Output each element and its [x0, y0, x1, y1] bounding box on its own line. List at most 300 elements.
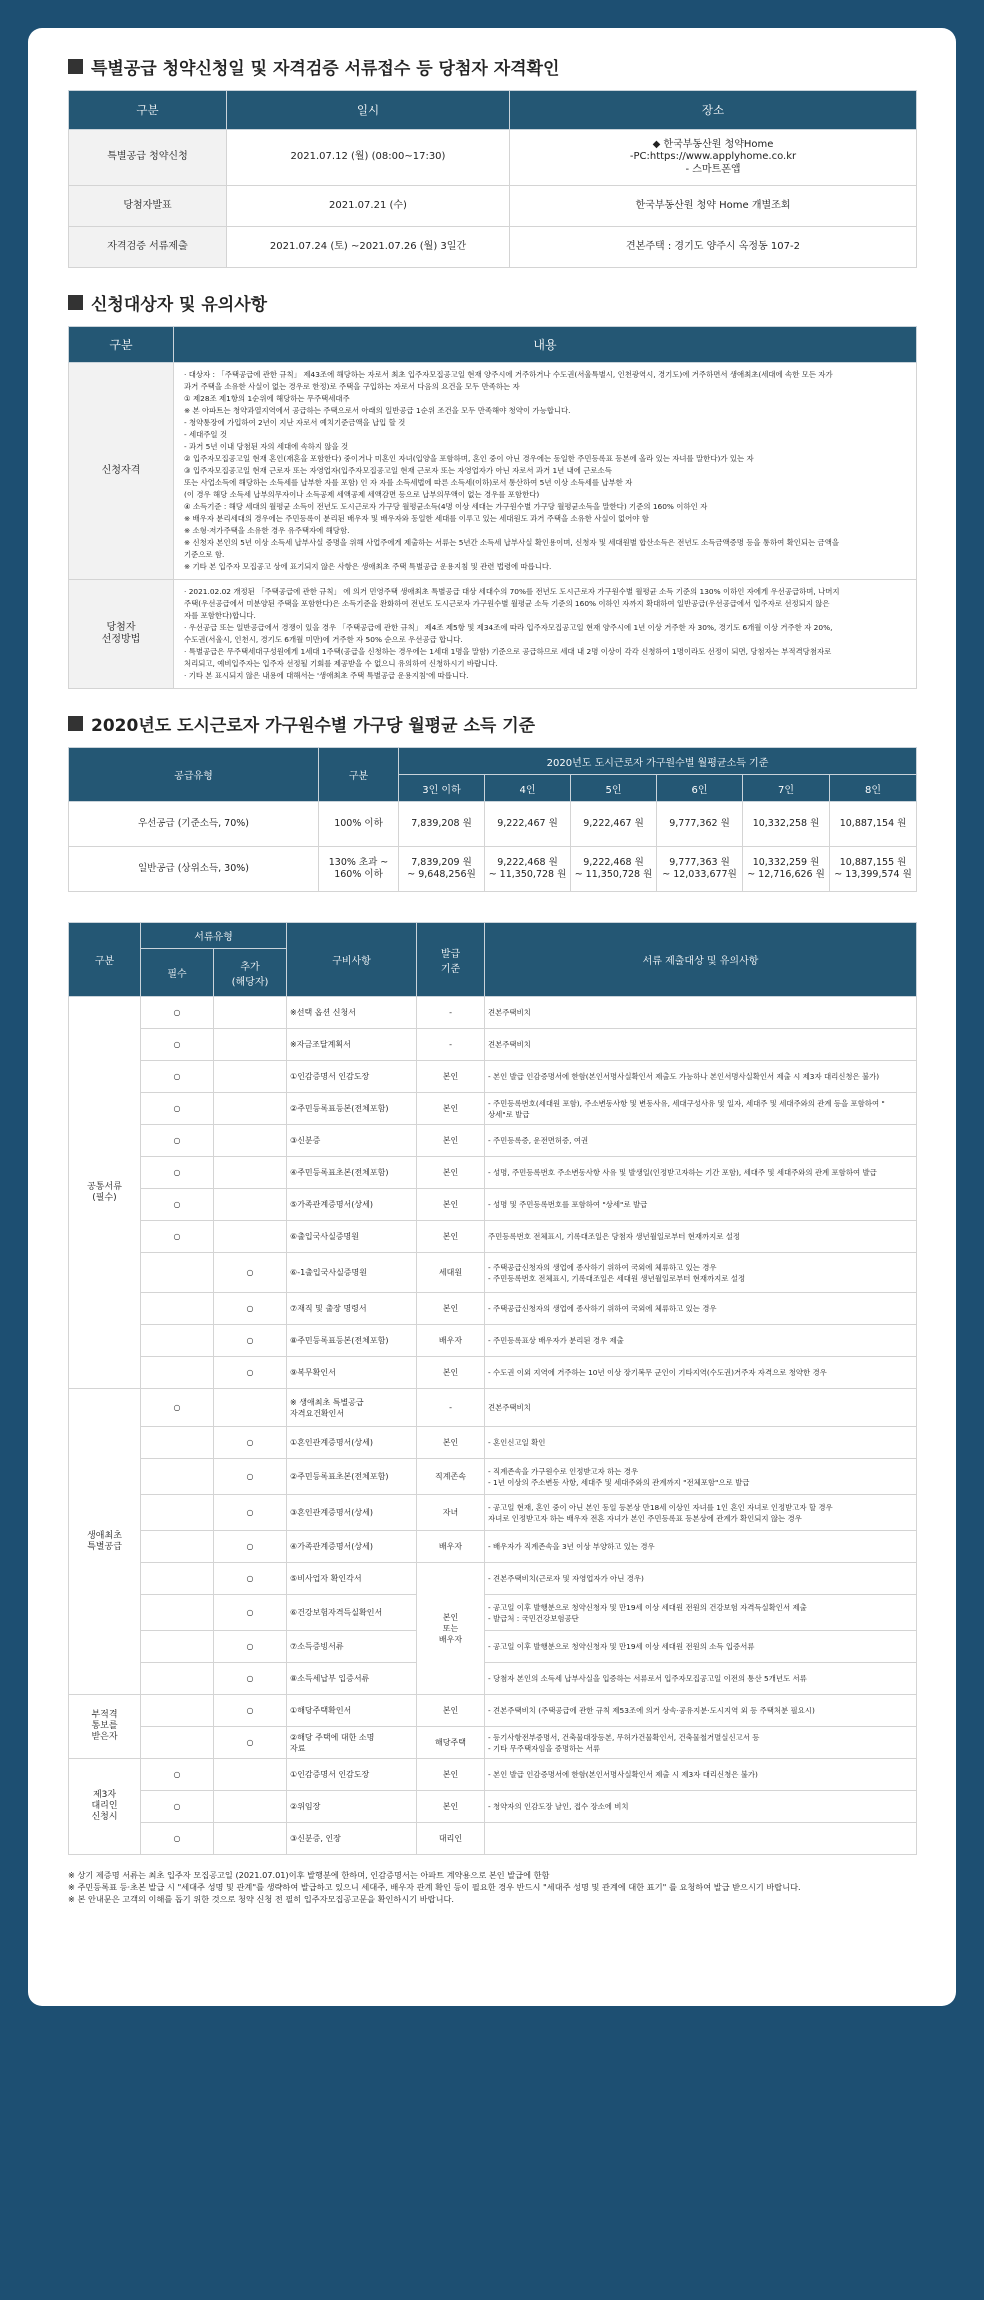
document-note: [485, 1531, 917, 1563]
document-name: [287, 1695, 417, 1727]
row-date: 2021.07.21 (수): [227, 186, 510, 227]
text-line: ⑦재직 및 출장 명령서: [290, 1304, 367, 1313]
additional-mark: [214, 1029, 287, 1061]
document-note: [485, 1459, 917, 1495]
text-line: · 기타 본 표시되지 않은 내용에 대해서는 '생애최초 주택 특별공급 운용지침'에 따릅니다.: [184, 671, 469, 680]
text-line: ※ 본 아파트는 청약과열지역에서 공급하는 주택으로서 아래의 일반공급 1순위 조건을 모두 만족해야 청약이 가능합니다.: [184, 406, 571, 415]
table-row: [69, 1293, 917, 1325]
document-note: [485, 1427, 917, 1459]
text-line: 10,332,258 원: [752, 818, 820, 830]
row-place: 한국부동산원 청약 Home 개별조회: [510, 186, 917, 227]
col-header: 내용: [174, 327, 917, 363]
text-line: - 공고일 현재, 혼인 중이 아닌 본인 동일 등본상 만18세 이상인 자녀를 1인 혼인 자녀로 인정받고자 할 경우: [488, 1502, 833, 1512]
col-header: 6인: [657, 775, 743, 802]
table-row: [69, 1695, 917, 1727]
required-mark: ○: [141, 1791, 214, 1823]
text-line: - 본인 발급 인감증명서에 한함(본인서명사실확인서 제출 시 제3자 대리신청은 불가): [488, 1770, 758, 1779]
table-row: [69, 1427, 917, 1459]
text-line: 자격요건확인서: [290, 1408, 345, 1418]
required-mark: ○: [141, 997, 214, 1029]
table-row: [69, 1221, 917, 1253]
eligibility-table: [68, 326, 917, 689]
text-line: 9,222,468 원: [583, 857, 644, 869]
row-label: 신청자격: [69, 363, 174, 580]
required-mark: [141, 1595, 214, 1631]
supply-type: 일반공급 (상위소득, 30%): [69, 847, 319, 892]
text-line: ※ 본 안내문은 고객의 이해를 돕기 위한 것으로 청약 신청 전 필히 입주자모집공고문을 확인하시기 바랍니다.: [68, 1894, 454, 1904]
issue-basis: 해당주택: [417, 1727, 485, 1759]
text-line: 견본주택비치: [488, 1040, 531, 1049]
income-value: [571, 847, 657, 892]
text-line: ③ 입주자모집공고일 현재 근로자 또는 자영업자(입주자모집공고일 현재 근로자 또는 자영업자가 아닌 자로서 과거 1년 내에 근로소득: [184, 466, 612, 475]
issue-basis: 세대원: [417, 1253, 485, 1293]
income-value: [399, 847, 485, 892]
required-mark: [141, 1357, 214, 1389]
document-note: [485, 1563, 917, 1595]
issue-basis: 본인: [417, 1293, 485, 1325]
document-note: [485, 1221, 917, 1253]
table-row: [69, 1663, 917, 1695]
document-name: [287, 1061, 417, 1093]
text-line: 처리되고, 예비입주자는 입주자 선정될 기회를 제공받을 수 없으니 유의하여 신청하시기 바랍니다.: [184, 659, 498, 668]
text-line: - 주민등록번호(세대원 포함), 주소변동사항 및 변동사유, 세대구성사유 및 일자, 세대주 및 세대주와의 관계 등을 포함하여 ": [488, 1098, 885, 1108]
text-line: - 당첨자 본인의 소득세 납부사실을 입증하는 서류로서 입주자모집공고일 이전의 통산 5개년도 서류: [488, 1674, 807, 1683]
col-header: 필수: [141, 949, 214, 997]
text-line: ~ 12,716,626 원: [747, 869, 825, 880]
text-line: ②주민등록표초본(전체포함): [290, 1472, 389, 1481]
document-note: [485, 1389, 917, 1427]
text-line: - 주택공급신청자의 생업에 종사하기 위하여 국외에 체류하고 있는 경우: [488, 1304, 717, 1313]
row-label: 당첨자 선정방법: [69, 580, 174, 689]
text-line: ①혼인관계증명서(상세): [290, 1438, 373, 1447]
text-line: 160% 이하: [334, 869, 383, 880]
issue-basis: 본인: [417, 1125, 485, 1157]
document-name: [287, 1125, 417, 1157]
text-line: 과거 주택을 소유한 사실이 없는 경우로 한정)로 주택을 구입하는 자로서 다음의 요건을 모두 만족하는 자: [184, 382, 520, 391]
table-row: [69, 186, 917, 227]
required-mark: ○: [141, 1061, 214, 1093]
col-header: 일시: [227, 91, 510, 130]
additional-mark: [214, 1823, 287, 1855]
group-label: [69, 997, 141, 1389]
additional-mark: [214, 1221, 287, 1253]
text-line: 자녀로 인정받고자 하는 배우자 전혼 자녀가 본인 주민등록표 등본상에 관계가 확인되지 않는 경우: [488, 1513, 802, 1523]
required-mark: ○: [141, 1029, 214, 1061]
issue-basis: 본인: [417, 1093, 485, 1125]
col-header: 2020년도 도시근로자 가구원수별 월평균소득 기준: [399, 748, 917, 775]
table-row: [69, 580, 917, 689]
additional-mark: [214, 1791, 287, 1823]
text-line: ⑤비사업자 확인각서: [290, 1574, 362, 1583]
document-name: [287, 1495, 417, 1531]
document-note: [485, 1093, 917, 1125]
document-note: [485, 1157, 917, 1189]
text-line: - 공고일 이후 발행분으로 청약신청자 및 만19세 이상 세대원 전원의 건강보험 자격득실확인서 제출: [488, 1602, 807, 1612]
document-name: [287, 997, 417, 1029]
text-line: 자를 포함한다)합니다.: [184, 611, 256, 620]
income-value: [657, 847, 743, 892]
additional-mark: ○: [214, 1695, 287, 1727]
document-name: [287, 1663, 417, 1695]
table-row: [69, 1253, 917, 1293]
additional-mark: [214, 1389, 287, 1427]
table-row: [69, 363, 917, 580]
document-note: [485, 1029, 917, 1061]
required-mark: [141, 1631, 214, 1663]
text-line: - 배우자가 직계존속을 3년 이상 부양하고 있는 경우: [488, 1542, 655, 1551]
required-mark: ○: [141, 1759, 214, 1791]
group-label: [69, 1389, 141, 1695]
required-mark: ○: [141, 1189, 214, 1221]
table-row: [69, 227, 917, 268]
text-line: 130% 초과 ~: [328, 857, 389, 869]
text-line: ~ 11,350,728 원: [574, 869, 653, 880]
text-line: 특별공급: [87, 1541, 122, 1552]
text-line: 배우자: [438, 1635, 463, 1644]
income-value: [485, 847, 571, 892]
text-line: ③신분증: [290, 1136, 321, 1145]
text-line: 9,222,467 원: [497, 818, 558, 830]
text-line: 수도권(서울시, 인천시, 경기도 6개월 미만)에 거주한 자 50% 순으로 우선공급 합니다.: [184, 635, 463, 644]
required-mark: ○: [141, 1221, 214, 1253]
document-name: [287, 1727, 417, 1759]
text-line: - 주택공급신청자의 생업에 종사하기 위하여 국외에 체류하고 있는 경우: [488, 1262, 717, 1272]
text-line: - 성명, 주민등록번호 주소변동사항 사유 및 발생일(인정받고자하는 기간 포함), 세대주 및 세대주와의 관계 포함하여 발급: [488, 1168, 877, 1177]
section1-title: 특별공급 청약신청일 및 자격검증 서류접수 등 당첨자 자격확인: [68, 54, 916, 78]
additional-mark: ○: [214, 1253, 287, 1293]
additional-mark: [214, 1125, 287, 1157]
text-line: 견본주택비치: [488, 1403, 531, 1412]
additional-mark: [214, 1157, 287, 1189]
additional-mark: [214, 1759, 287, 1791]
col-header: 발급 기준: [417, 923, 485, 997]
col-header: 3인 이하: [399, 775, 485, 802]
text-line: 7,839,209 원: [411, 857, 472, 869]
document-note: [485, 1293, 917, 1325]
text-line: 10,887,154 원: [839, 818, 907, 830]
text-line: ⑤가족관계증명서(상세): [290, 1200, 373, 1209]
text-line: ⑨복무확인서: [290, 1368, 336, 1377]
additional-mark: ○: [214, 1727, 287, 1759]
text-line: ③혼인관계증명서(상세): [290, 1508, 373, 1517]
income-value: [830, 847, 917, 892]
document-name: [287, 1189, 417, 1221]
text-line: ④ 소득기준 : 해당 세대의 월평균 소득이 전년도 도시근로자 가구당 월평균소득(4명 이상 세대는 가구원수별 가구당 월평균소득을 말한다) 기준의 160% 이하인 자: [184, 502, 708, 511]
text-line: 9,222,468 원: [497, 857, 558, 869]
required-mark: [141, 1459, 214, 1495]
table-row: [69, 802, 917, 847]
group-label: [69, 1759, 141, 1855]
required-mark: [141, 1495, 214, 1531]
table-row: [69, 1189, 917, 1221]
text-line: · 특별공급은 무주택세대구성원에게 1세대 1주택(공급을 신청하는 경우에는 1세대 1명을 말함) 기준으로 공급하므로 세대 내 2명 이상이 각각 신청하여 1명이라도 선정이 되면, 당첨자는 부적격당첨자로: [184, 647, 832, 656]
text-line: 견본주택비치: [488, 1008, 531, 1017]
col-header: 구분: [319, 748, 399, 802]
text-line: ~ 9,648,256원: [407, 869, 476, 880]
issue-basis: -: [417, 1029, 485, 1061]
required-mark: ○: [141, 1125, 214, 1157]
text-line: - 공고일 이후 발행분으로 청약신청자 및 만19세 이상 세대원 전원의 소득 입증서류: [488, 1642, 755, 1651]
table-row: [69, 1727, 917, 1759]
text-line: ④가족관계증명서(상세): [290, 1542, 373, 1551]
col-header: 서류 제출대상 및 유의사항: [485, 923, 917, 997]
additional-mark: ○: [214, 1595, 287, 1631]
text-line: - 성명 및 주민등록번호를 포함하여 "상세"로 발급: [488, 1200, 648, 1209]
table-row: [69, 1061, 917, 1093]
table-row: [69, 1325, 917, 1357]
text-line: 받은자: [91, 1732, 118, 1742]
required-mark: [141, 1663, 214, 1695]
col-header: 서류유형: [141, 923, 287, 949]
text-line: ⑥-1출입국사실증명원: [290, 1268, 367, 1277]
text-line: ~ 11,350,728 원: [488, 869, 567, 880]
table-row: [69, 1791, 917, 1823]
text-line: ~ 12,033,677원: [662, 869, 737, 880]
text-line: (필수): [92, 1192, 117, 1203]
required-mark: [141, 1727, 214, 1759]
text-line: 기준으로 함.: [184, 550, 225, 559]
document-name: [287, 1293, 417, 1325]
text-line: - 발급처 : 국민건강보험공단: [488, 1613, 579, 1623]
text-line: 통보를: [91, 1721, 118, 1731]
text-line: - 1년 이상의 주소변동 사항, 세대주 및 세대주와의 관계까지 "전체포함"으로 발급: [488, 1477, 750, 1487]
document-note: [485, 1061, 917, 1093]
text-line: - 견본주택비치(근로자 및 자영업자가 아닌 경우): [488, 1574, 644, 1583]
text-line: - 청약자의 인감도장 날인, 접수 장소에 비치: [488, 1802, 629, 1811]
text-line: ②해당 주택에 대한 소명: [290, 1732, 375, 1742]
text-line: - 견본주택비치 (주택공급에 관한 규칙 제53조에 의거 상속·공유지분·도시지역 외 등 주택처분 필요시): [488, 1706, 815, 1715]
text-line: 자료: [290, 1743, 306, 1753]
col-header: 추가 (해당자): [214, 949, 287, 997]
document-name: [287, 1253, 417, 1293]
document-note: [485, 1357, 917, 1389]
text-line: ※ 주민등록표 등·초본 발급 시 "세대주 성명 및 관계"를 생략하여 발급하고 있으니 세대주, 배우자 관계 확인 등이 필요한 경우 반드시 "세대주 성명 및 관계에 대한 표기" 를 요청하여 발급 받으시기 바랍니다.: [68, 1882, 801, 1892]
additional-mark: [214, 1093, 287, 1125]
document-name: [287, 1791, 417, 1823]
additional-mark: ○: [214, 1663, 287, 1695]
additional-mark: ○: [214, 1357, 287, 1389]
additional-mark: ○: [214, 1459, 287, 1495]
section2-title: 신청대상자 및 유의사항: [68, 290, 916, 314]
document-note: [485, 1595, 917, 1631]
issue-basis: [417, 1563, 485, 1695]
income-value: [399, 802, 485, 847]
text-line: - 세대주일 것: [184, 430, 228, 439]
text-line: - 과거 5년 이내 당첨된 자의 세대에 속하지 않을 것: [184, 442, 349, 451]
income-range: [319, 802, 399, 847]
col-header: 장소: [510, 91, 917, 130]
required-mark: ○: [141, 1093, 214, 1125]
text-line: - 본인 발급 인감증명서에 한함(본인서명사실확인서 제출도 가능하나 본인서명사실확인서 제출 시 제3자 대리신청은 불가): [488, 1072, 880, 1081]
table-row: [69, 1029, 917, 1061]
documents-table: [68, 922, 917, 1855]
document-name: [287, 1823, 417, 1855]
additional-mark: ○: [214, 1631, 287, 1663]
row-label: 자격검증 서류제출: [69, 227, 227, 268]
text-line: 9,777,363 원: [669, 857, 730, 869]
text-line: ※ 신청자 본인의 5년 이상 소득세 납부사실 증명을 위해 사업주에게 제출하는 서류는 5년간 소득세 납부사실 확인용이며, 신청자 및 세대원별 합산소득은 전년도 소득금액증명 등을 통하여 확인되는 금액을: [184, 538, 839, 547]
text-line: ※ 생애최초 특별공급: [290, 1397, 364, 1407]
income-value: [743, 802, 830, 847]
required-mark: [141, 1563, 214, 1595]
text-line: ②주민등록표등본(전체포함): [290, 1104, 389, 1113]
additional-mark: ○: [214, 1563, 287, 1595]
document-name: [287, 1595, 417, 1631]
text-line: 100% 이하: [334, 818, 383, 830]
document-name: [287, 1029, 417, 1061]
issue-basis: 대리인: [417, 1823, 485, 1855]
table-row: [69, 1563, 917, 1595]
text-line: ⑥건강보험자격득실확인서: [290, 1608, 383, 1617]
issue-basis: 배우자: [417, 1531, 485, 1563]
text-line: ①인감증명서 인감도장: [290, 1770, 370, 1779]
square-bullet-icon: [68, 59, 83, 74]
issue-basis: 본인: [417, 1157, 485, 1189]
row-label: 특별공급 청약신청: [69, 130, 227, 186]
issue-basis: 본인: [417, 1357, 485, 1389]
additional-mark: ○: [214, 1495, 287, 1531]
income-value: [485, 802, 571, 847]
income-table: [68, 747, 917, 892]
issue-basis: 본인: [417, 1759, 485, 1791]
additional-mark: [214, 1061, 287, 1093]
additional-mark: ○: [214, 1293, 287, 1325]
text-line: 주민등록번호 전체표시, 기록대조일은 당첨자 생년월일로부터 현재까지로 설정: [488, 1232, 741, 1241]
income-value: [830, 802, 917, 847]
selection-content: [174, 580, 917, 689]
row-label: 당첨자발표: [69, 186, 227, 227]
required-mark: [141, 1531, 214, 1563]
income-range: [319, 847, 399, 892]
table-row: [69, 1389, 917, 1427]
table-row: [69, 1631, 917, 1663]
text-line: ⑥출입국사실증명원: [290, 1232, 360, 1241]
document-name: [287, 1427, 417, 1459]
row-place: ◆ 한국부동산원 청약Home -PC:https://www.applyhome.co.kr - 스마트폰앱: [510, 130, 917, 186]
document-name: [287, 1459, 417, 1495]
table-row: [69, 1459, 917, 1495]
issue-basis: 본인: [417, 1427, 485, 1459]
text-line: ⑦소득증빙서류: [290, 1642, 344, 1651]
document-name: [287, 1563, 417, 1595]
document-note: [485, 1823, 917, 1855]
document-note: [485, 1663, 917, 1695]
col-header: 구비사항: [287, 923, 417, 997]
text-line: · 2021.02.02 개정된 「주택공급에 관한 규칙」 에 의거 민영주택 생애최초 특별공급 대상 세대수의 70%를 전년도 도시근로자 가구원수별 월평균 소득 기준의 130% 이하인 자에게 우선공급하며, 나머지: [184, 587, 840, 596]
required-mark: ○: [141, 1823, 214, 1855]
required-mark: [141, 1695, 214, 1727]
square-bullet-icon: [68, 295, 83, 310]
additional-mark: ○: [214, 1427, 287, 1459]
text-line: - 기타 무주택자임을 증명하는 서류: [488, 1743, 601, 1753]
document-name: [287, 1531, 417, 1563]
issue-basis: -: [417, 997, 485, 1029]
issue-basis: 직계존속: [417, 1459, 485, 1495]
section3-title: 2020년도 도시근로자 가구원수별 가구당 월평균 소득 기준: [68, 711, 916, 735]
table-row: [69, 1531, 917, 1563]
square-bullet-icon: [68, 716, 83, 731]
table-row: [69, 1093, 917, 1125]
text-line: ~ 13,399,574 원: [834, 869, 912, 880]
notice-card: [28, 28, 956, 2006]
additional-mark: ○: [214, 1325, 287, 1357]
required-mark: ○: [141, 1389, 214, 1427]
text-line: ③신분증, 인장: [290, 1834, 341, 1843]
table-row: [69, 1357, 917, 1389]
text-line: - 등기사항전부증명서, 건축물대장등본, 무허가건물확인서, 건축물철거멸실신고서 등: [488, 1732, 760, 1742]
document-note: [485, 1253, 917, 1293]
row-place: 견본주택 : 경기도 양주시 옥정동 107-2: [510, 227, 917, 268]
col-header: 4인: [485, 775, 571, 802]
additional-mark: ○: [214, 1531, 287, 1563]
text-line: - 주민등록번호 전체표시, 기록대조일은 세대원 생년월일로부터 현재까지로 설정: [488, 1273, 746, 1283]
text-line: 부적격: [91, 1710, 118, 1720]
text-line: ※ 기타 본 입주자 모집공고 상에 표기되지 않은 사항은 생애최초 주택 특별공급 운용지침 및 관련 법령에 따릅니다.: [184, 562, 552, 571]
document-name: [287, 1631, 417, 1663]
income-value: [743, 847, 830, 892]
text-line: - 주민등록증, 운전면허증, 여권: [488, 1136, 589, 1145]
text-line: (이 경우 해당 소득세 납부의무자이나 소득공제 세액공제 세액감면 등으로 납부의무액이 없는 경우를 포함한다): [184, 490, 540, 499]
text-line: 신청시: [91, 1812, 118, 1822]
issue-basis: 자녀: [417, 1495, 485, 1531]
text-line: 주택(우선공급에서 미분양된 주택을 포함한다)은 소득기준을 완화하여 전년도 도시근로자 가구원수별 월평균 소득 기준의 160% 이하인 자까지 확대하여 일반공급(우선공급에서 입주자로 선정되지 않은: [184, 599, 830, 608]
document-note: [485, 1189, 917, 1221]
col-header: 8인: [830, 775, 917, 802]
required-mark: [141, 1293, 214, 1325]
document-name: [287, 1157, 417, 1189]
text-line: ⑧소득세납부 입증서류: [290, 1674, 370, 1683]
text-line: ※ 배우자 분리세대의 경우에는 주민등록이 분리된 배우자 및 배우자와 동일한 세대를 이루고 있는 세대원도 과거 주택을 소유한 사실이 없어야 함: [184, 514, 649, 523]
text-line: ※ 상기 제증명 서류는 최초 입주자 모집공고일 (2021.07.01)이후 발행분에 한하며, 인감증명서는 아파트 계약용으로 본인 발급에 한함: [68, 1870, 550, 1880]
table-row: [69, 1595, 917, 1631]
text-line: ①인감증명서 인감도장: [290, 1072, 370, 1081]
text-line: 7,839,208 원: [411, 818, 472, 830]
text-line: 9,222,467 원: [583, 818, 644, 830]
required-mark: [141, 1253, 214, 1293]
document-note: [485, 997, 917, 1029]
text-line: 공통서류: [87, 1181, 122, 1192]
text-line: ① 제28조 제1항의 1순위에 해당하는 무주택세대주: [184, 394, 350, 403]
col-header: 구분: [69, 91, 227, 130]
text-line: 10,887,155 원: [839, 857, 907, 869]
additional-mark: [214, 1189, 287, 1221]
text-line: 대리인: [91, 1801, 118, 1811]
text-line: ②위임장: [290, 1802, 321, 1811]
income-value: [657, 802, 743, 847]
col-header: 5인: [571, 775, 657, 802]
document-name: [287, 1759, 417, 1791]
additional-mark: [214, 997, 287, 1029]
row-date: 2021.07.12 (월) (08:00~17:30): [227, 130, 510, 186]
table-row: [69, 1495, 917, 1531]
document-name: [287, 1357, 417, 1389]
document-name: [287, 1325, 417, 1357]
eligibility-content: [174, 363, 917, 580]
text-line: ④주민등록표초본(전체포함): [290, 1168, 389, 1177]
text-line: 생애최초: [87, 1530, 122, 1541]
text-line: - 혼인신고일 확인: [488, 1438, 546, 1447]
document-note: [485, 1631, 917, 1663]
table-row: [69, 130, 917, 186]
document-note: [485, 1759, 917, 1791]
issue-basis: 본인: [417, 1695, 485, 1727]
text-line: - 직계존속을 가구원수로 인정받고자 하는 경우: [488, 1466, 639, 1476]
text-line: ⑧주민등록표등본(전체포함): [290, 1336, 389, 1345]
text-line: ※선택 옵션 신청서: [290, 1008, 356, 1017]
document-name: [287, 1389, 417, 1427]
text-line: - 주민등록표상 배우자가 분리된 경우 제출: [488, 1336, 624, 1345]
col-header: 7인: [743, 775, 830, 802]
